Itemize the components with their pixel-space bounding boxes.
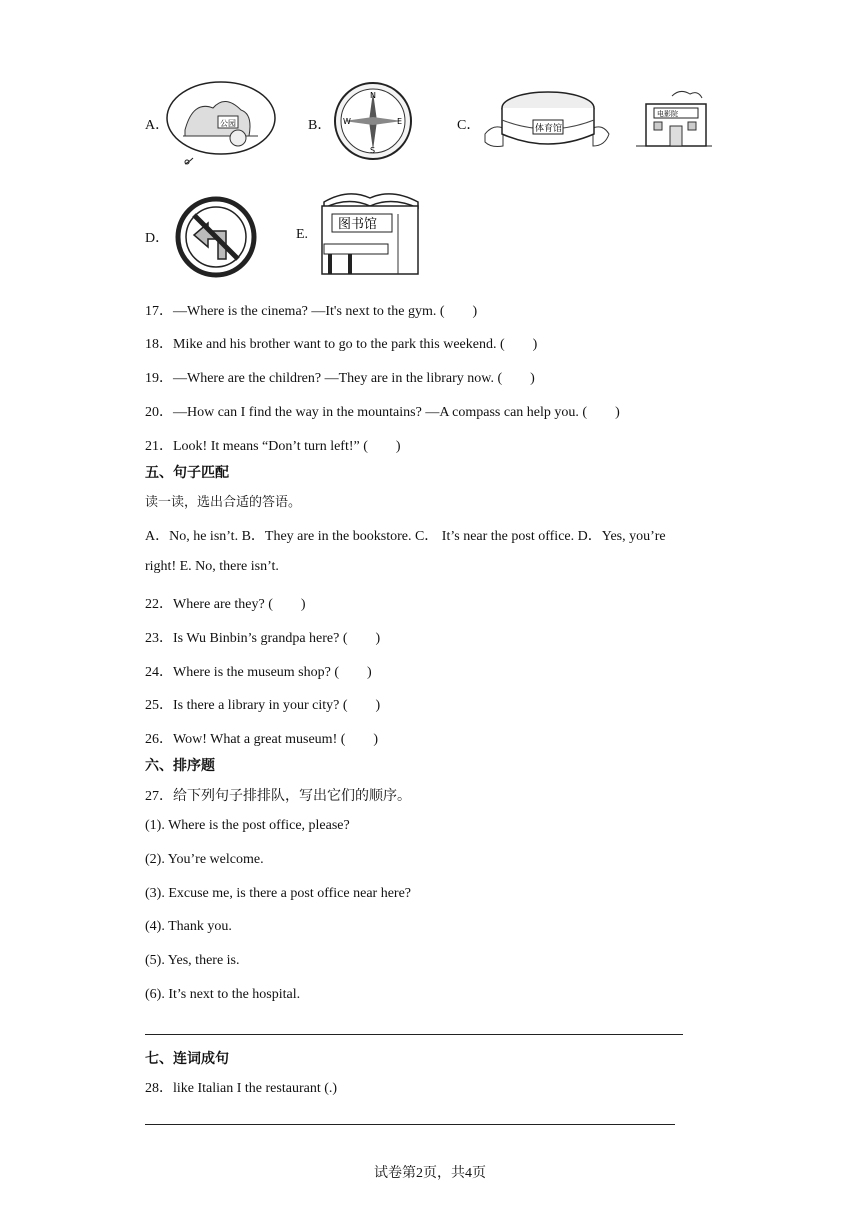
option-a-label: A． — [145, 118, 170, 133]
option-d-label: D． — [145, 231, 170, 246]
library-picture — [318, 184, 424, 280]
compass-picture — [330, 80, 415, 162]
gym-picture — [483, 84, 611, 156]
question-25: 25．Is there a library in your city? ( ) — [145, 698, 381, 713]
option-b-label: B． — [308, 118, 332, 133]
answer-line-28[interactable] — [145, 1124, 675, 1125]
page-footer: 试卷第2页，共4页 — [374, 1166, 486, 1181]
sentence-5: (5). Yes, there is. — [145, 953, 240, 968]
sentence-4: (4). Thank you. — [145, 919, 232, 934]
compass-w: W — [343, 117, 351, 126]
section-7-heading: 七、连词成句 — [145, 1051, 229, 1067]
library-sign-text: 图书馆 — [338, 217, 378, 232]
answer-line-27[interactable] — [145, 1034, 683, 1035]
question-27: 27．给下列句子排排队，写出它们的顺序。 — [145, 789, 411, 804]
sentence-2: (2). You’re welcome. — [145, 852, 264, 867]
park-picture — [163, 80, 278, 165]
compass-s: S — [370, 146, 376, 155]
option-c-label: C． — [457, 118, 481, 133]
question-22: 22．Where are they? ( ) — [145, 597, 306, 612]
question-20: 20．—How can I find the way in the mountains? —A compass can help you. ( ) — [145, 405, 620, 420]
gym-sign-text: 体育馆 — [535, 124, 563, 134]
option-e-label: E. — [296, 227, 309, 242]
question-18: 18．Mike and his brother want to go to the park this weekend. ( ) — [145, 337, 538, 352]
compass-e: E — [397, 117, 403, 126]
section-5-instruction: 读一读，选出合适的答语。 — [145, 495, 302, 510]
question-26: 26．Wow! What a great museum! ( ) — [145, 732, 379, 747]
question-24: 24．Where is the museum shop? ( ) — [145, 665, 372, 680]
sentence-6: (6). It’s next to the hospital. — [145, 987, 301, 1002]
cinema-picture — [632, 88, 714, 150]
question-28: 28．like Italian I the restaurant (.) — [145, 1081, 338, 1096]
question-21: 21．Look! It means “Don’t turn left!” ( ) — [145, 439, 401, 454]
section-5-options-line2: right! E. No, there isn’t. — [145, 559, 279, 574]
question-23: 23．Is Wu Binbin’s grandpa here? ( ) — [145, 631, 381, 646]
section-5-heading: 五、句子匹配 — [145, 465, 229, 481]
cinema-sign-text: 电影院 — [657, 110, 678, 118]
park-sign-text: 公园 — [220, 119, 236, 128]
question-17: 17．—Where is the cinema? —It's next to the gym. ( ) — [145, 304, 478, 319]
sentence-3: (3). Excuse me, is there a post office near here? — [145, 886, 412, 901]
sentence-1: (1). Where is the post office, please? — [145, 818, 350, 833]
compass-n: N — [370, 91, 376, 100]
section-5-options-line1: A．No, he isn’t. B．They are in the bookstore. C． It’s near the post office. D．Yes, you’re — [145, 529, 666, 544]
question-19: 19．—Where are the children? —They are in the library now. ( ) — [145, 371, 535, 386]
section-6-heading: 六、排序题 — [145, 758, 215, 774]
no-left-turn-picture — [174, 195, 258, 279]
